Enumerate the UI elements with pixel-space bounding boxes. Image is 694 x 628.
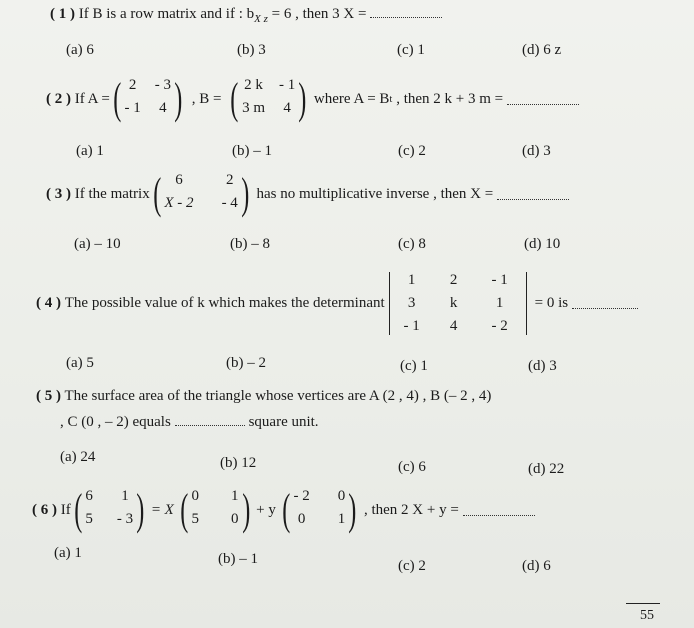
q6-eq: = X: [150, 501, 174, 518]
matrix-a: ( 2 - 3 - 1 4 ): [113, 74, 183, 123]
q5-answer-blank[interactable]: [175, 415, 245, 426]
matrix-left-cell: 5: [85, 511, 93, 527]
q6-answer-blank[interactable]: [463, 505, 535, 516]
q2-option-c[interactable]: (c) 2: [398, 143, 426, 159]
matrix-a-cell: - 1: [124, 100, 141, 116]
q5-option-b[interactable]: (b) 12: [220, 455, 257, 471]
matrix-a-cell: 2: [128, 77, 137, 93]
q4-post: = 0 is: [534, 295, 569, 311]
matrix-b: ( 2 k - 1 3 m 4 ): [230, 74, 307, 123]
matrix-m1-cell: 0: [191, 488, 200, 504]
det-cell: 2: [449, 272, 458, 288]
q6-post: , then 2 X + y =: [363, 501, 459, 518]
matrix-m-cell: 6: [175, 172, 183, 188]
q1-option-d[interactable]: (d) 6 z: [522, 42, 562, 58]
q2-mid: , B =: [191, 90, 222, 107]
det-cell: 1: [495, 295, 504, 311]
page-number: 55: [640, 608, 654, 623]
q4-answer-blank[interactable]: [572, 298, 638, 309]
q1-subscript: X z: [254, 13, 268, 25]
q4-option-c[interactable]: (c) 1: [400, 358, 428, 374]
det-cell: k: [449, 295, 458, 311]
q4-number: ( 4 ): [36, 295, 61, 311]
q5-option-a[interactable]: (a) 24: [60, 449, 96, 465]
q6-pre: If: [60, 501, 71, 518]
q3-post: has no multiplicative inverse , then X =: [256, 185, 494, 202]
question-3: [46, 169, 569, 218]
matrix-a-cell: 4: [159, 100, 167, 116]
matrix-m-cell: X - 2: [164, 195, 194, 211]
det-cell: 3: [407, 295, 416, 311]
q1-text-b: = 6 , then 3 X =: [271, 6, 367, 22]
q4-option-a[interactable]: (a) 5: [66, 355, 94, 371]
matrix-m1-cell: 1: [231, 488, 239, 504]
q4-option-b[interactable]: (b) – 2: [226, 355, 266, 371]
q2-post: where A = B: [313, 90, 390, 107]
matrix-left-cell: 1: [121, 488, 129, 504]
question-6: [32, 485, 535, 534]
q6-option-b[interactable]: (b) – 1: [218, 551, 258, 567]
matrix-left: ( 6 1 5 - 3 ): [74, 485, 145, 534]
q3-option-d[interactable]: (d) 10: [524, 236, 561, 252]
det-cell: - 2: [491, 318, 508, 334]
q1-option-b[interactable]: (b) 3: [237, 42, 266, 58]
q6-number: ( 6 ): [32, 501, 57, 518]
q6-option-a[interactable]: (a) 1: [54, 545, 82, 561]
q2-sup: t: [389, 93, 393, 105]
matrix-left-cell: 6: [85, 488, 93, 504]
q5-number: ( 5 ): [36, 388, 61, 404]
q1-option-a[interactable]: (a) 6: [66, 42, 94, 58]
question-4: [36, 272, 638, 335]
q5-option-d[interactable]: (d) 22: [528, 461, 565, 477]
q3-option-b[interactable]: (b) – 8: [230, 236, 270, 252]
question-5-line2: [60, 414, 319, 431]
q5-option-c[interactable]: (c) 6: [398, 459, 426, 475]
det-cell: - 1: [403, 318, 420, 334]
question-1: [50, 6, 442, 25]
q3-pre: If the matrix: [74, 185, 150, 202]
q2-answer-blank[interactable]: [507, 94, 579, 105]
page-number-rule: [626, 603, 660, 604]
matrix-a-cell: - 3: [154, 77, 172, 93]
q4-option-d[interactable]: (d) 3: [528, 358, 557, 374]
matrix-m-cell: - 4: [221, 195, 238, 211]
q1-option-c[interactable]: (c) 1: [397, 42, 425, 58]
q2-option-b[interactable]: (b) – 1: [232, 143, 272, 159]
q3-option-c[interactable]: (c) 8: [398, 236, 426, 252]
det-cell: - 1: [491, 272, 508, 288]
matrix-m1-cell: 0: [231, 511, 239, 527]
matrix-m2-cell: - 2: [293, 488, 310, 504]
matrix-m: ( 6 2 X - 2 - 4 ): [153, 169, 250, 218]
matrix-left-cell: - 3: [116, 511, 134, 527]
q6-plus: + y: [256, 501, 276, 518]
q2-option-d[interactable]: (d) 3: [522, 143, 551, 159]
q3-number: ( 3 ): [46, 185, 71, 202]
q2-option-a[interactable]: (a) 1: [76, 143, 104, 159]
matrix-m1: ( 0 1 5 0 ): [180, 485, 250, 534]
question-2: [46, 74, 579, 123]
q2-number: ( 2 ): [46, 90, 71, 107]
matrix-m2-cell: 1: [337, 511, 346, 527]
det-cell: 1: [407, 272, 416, 288]
matrix-b-cell: 3 m: [242, 100, 265, 116]
matrix-m-cell: 2: [225, 172, 234, 188]
q1-answer-blank[interactable]: [370, 7, 442, 18]
q3-answer-blank[interactable]: [497, 189, 569, 200]
q6-option-d[interactable]: (d) 6: [522, 558, 551, 574]
matrix-b-cell: - 1: [279, 77, 296, 93]
matrix-m2-cell: 0: [337, 488, 346, 504]
question-5: [36, 388, 491, 405]
q2-post2: , then 2 k + 3 m =: [396, 90, 504, 107]
matrix-b-cell: 4: [283, 100, 291, 116]
matrix-m2-cell: 0: [297, 511, 306, 527]
q5-line2a: , C (0 , – 2) equals: [60, 414, 171, 430]
matrix-m2: ( - 2 0 0 1 ): [282, 485, 357, 534]
q2-pre: If A =: [74, 90, 110, 107]
q1-text-a: If B is a row matrix and if : b: [78, 6, 255, 22]
q6-option-c[interactable]: (c) 2: [398, 558, 426, 574]
matrix-m1-cell: 5: [191, 511, 200, 527]
matrix-b-cell: 2 k: [244, 77, 263, 93]
q5-line1: The surface area of the triangle whose vertices are A (2 , 4) , B (– 2 , 4): [64, 388, 492, 404]
q5-line2b: square unit.: [248, 414, 319, 430]
det-cell: 4: [449, 318, 458, 334]
q1-number: ( 1 ): [50, 6, 75, 22]
q4-pre: The possible value of k which makes the determinant: [64, 295, 385, 311]
q3-option-a[interactable]: (a) – 10: [74, 236, 121, 252]
determinant: [385, 272, 535, 335]
